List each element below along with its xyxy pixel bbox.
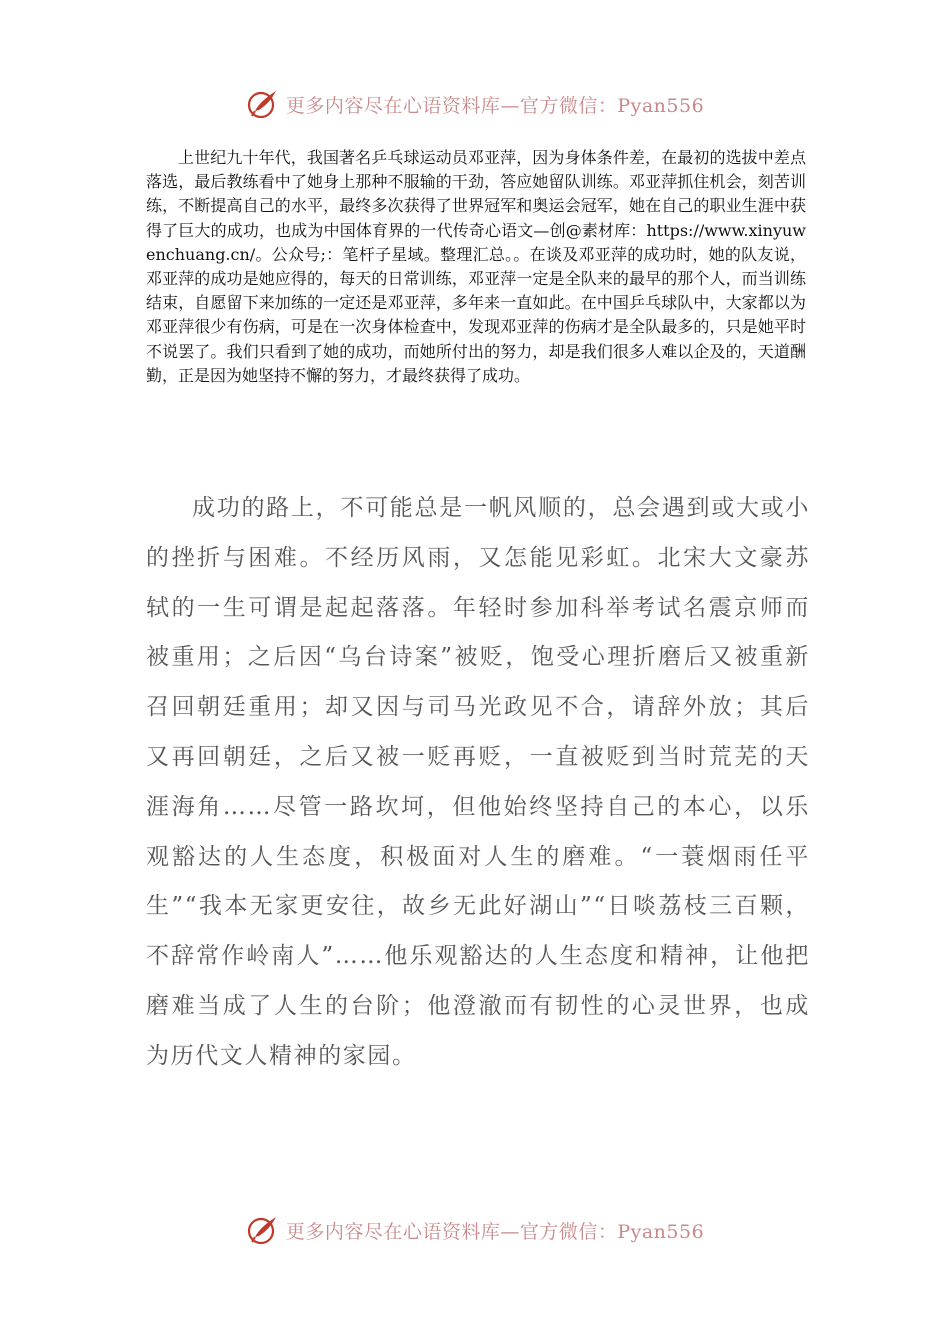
paragraph-2: 成功的路上，不可能总是一帆风顺的，总会遇到或大或小的挫折与困难。不经历风雨，又怎能见彩虹。北宋大文豪苏轼的一生可谓是起起落落。年轻时参加科举考试名震京师而被重用；之后因“乌台诗案”被贬，饱受心理折磨后又被重新召回朝廷重用；却又因与司马光政见不合，请辞外放；其后又再回朝廷，之后又被一贬再贬，一直被贬到当时荒芜的天涯海角……尽管一路坎坷，但他始终坚持自己的本心，以乐观豁达的人生态度，积极面对人生的磨难。“一蓑烟雨任平生”“我本无家更安往，故乡无此好湖山”“日啖荔枝三百颗，不辞常作岭南人”……他乐观豁达的人生态度和精神，让他把磨难当成了人生的台阶；他澄澈而有韧性的心灵世界，也成为历代文人精神的家园。 — [146, 495, 810, 1069]
quill-pen-icon — [246, 87, 280, 121]
quill-pen-icon — [246, 1213, 280, 1247]
header-banner — [0, 84, 950, 124]
paragraph-1: 上世纪九十年代，我国著名乒乓球运动员邓亚萍，因为身体条件差，在最初的选拔中差点落选，最后教练看中了她身上那种不服输的干劲，答应她留队训练。邓亚萍抓住机会，刻苦训练，不断提高自己的水平，最终多次获得了世界冠军和奥运会冠军，她在自己的职业生涯中获得了巨大的成功，也成为中国体育界的一代传奇心语文—创@素材库：https://www.xinyuwenchuang.cn/。公众号;：笔杆子星域。整理汇总。。在谈及邓亚萍的成功时，她的队友说，邓亚萍的成功是她应得的，每天的日常训练，邓亚萍一定是全队来的最早的那个人，而当训练结束，自愿留下来加练的一定还是邓亚萍，多年来一直如此。在中国乒乓球队中，大家都以为邓亚萍很少有伤病，可是在一次身体检查中，发现邓亚萍的伤病才是全队最多的，只是她平时不说罢了。我们只看到了她的成功，而她所付出的努力，却是我们很多人难以企及的，天道酬勤，正是因为她坚持不懈的努力，才最终获得了成功。 — [146, 148, 806, 385]
footer-banner — [0, 1210, 950, 1250]
banner-text: 更多内容尽在心语资料库—官方微信：Pyan556 — [285, 1220, 705, 1243]
banner-text: 更多内容尽在心语资料库—官方微信：Pyan556 — [285, 94, 705, 117]
